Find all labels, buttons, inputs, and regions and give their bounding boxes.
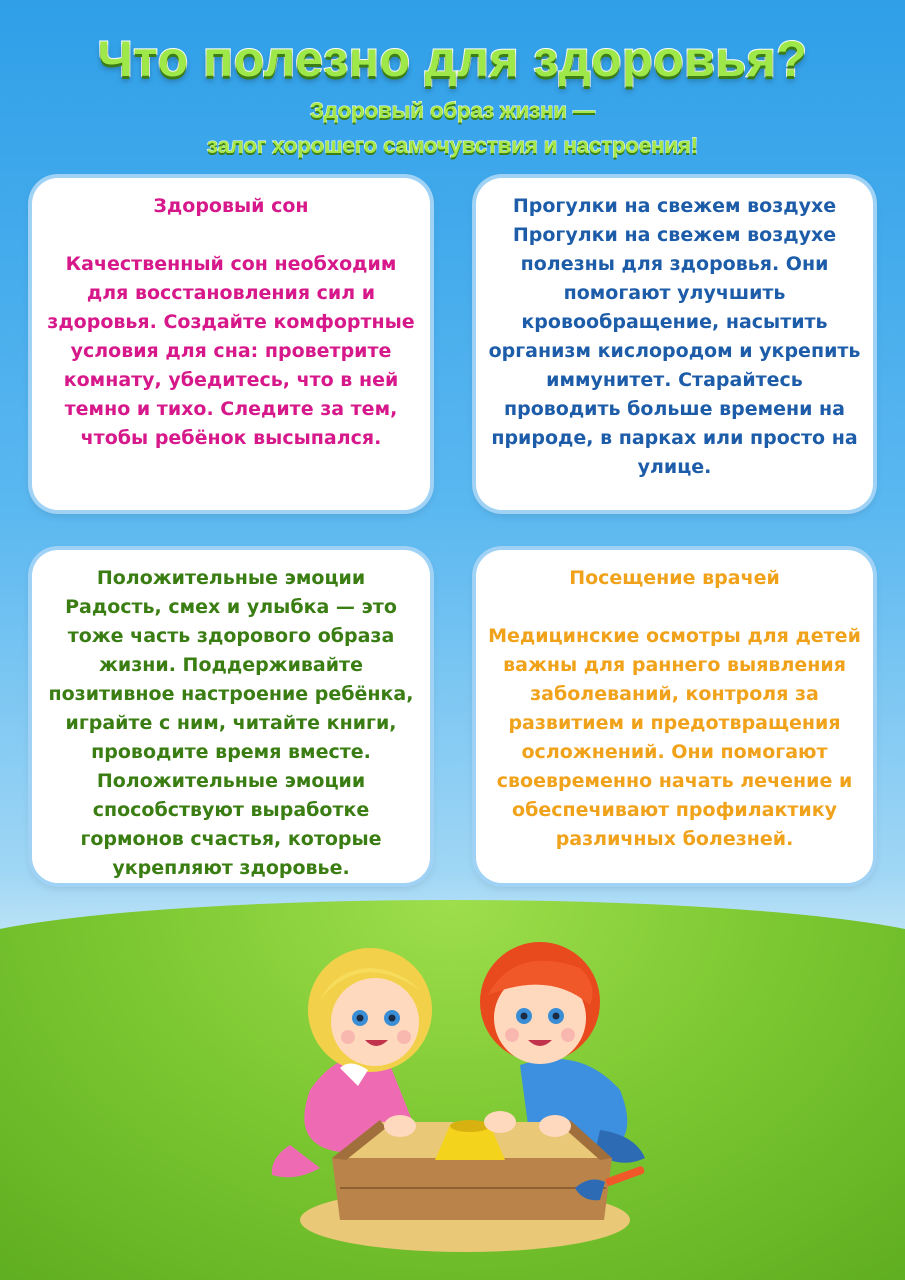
card-positive-emotions [32,550,430,883]
card-text: Медицинские осмотры для детей важны для раннего выявления заболеваний, контроля за развитием и предотвращения осложнений. Они помогают своевременно начать лечение и обеспечивают профилактику различных болезней. [488,625,861,850]
poster-title: Что полезно для здоровья? [97,31,808,87]
girl-shoe [272,1145,320,1177]
card-text: Прогулки на свежем воздухе полезны для здоровья. Они помогают улучшить кровообращение, насытить организм кислородом и укрепить иммунитет. Старайтесь проводить больше времени на природе, в парках или просто на улице. [488,224,861,478]
card-healthy-sleep [32,178,430,510]
children-playing-in-sandbox-icon [250,890,670,1270]
card-heading: Здоровый сон [153,195,309,217]
card-heading: Посещение врачей [569,567,780,589]
girl-face [331,978,419,1066]
card-text: Качественный сон необходим для восстановления сил и здоровья. Создайте комфортные условия для сна: проветрите комнату, убедитесь, что в ней темно и тихо. Следите за тем, чтобы ребёнок высыпался. [47,253,415,449]
card-heading: Прогулки на свежем воздухе [512,195,837,217]
card-doctor-visits [476,550,873,883]
poster-subtitle-line1: Здоровый образ жизни — [309,98,595,123]
card-text: Радость, смех и улыбка — это тоже часть здорового образа жизни. Поддерживайте позитивное настроение ребёнка, играйте с ним, читайте книги, проводите время вместе. Положительные эмоции способствуют выработке гормонов счастья, которые укрепляют здоровье. [48,596,414,879]
card-outdoor-walks [476,178,873,510]
card-heading: Положительные эмоции [96,567,366,589]
toy-shovel [605,1165,645,1186]
poster-subtitle-line2: залог хорошего самочувствия и настроения! [206,133,699,158]
